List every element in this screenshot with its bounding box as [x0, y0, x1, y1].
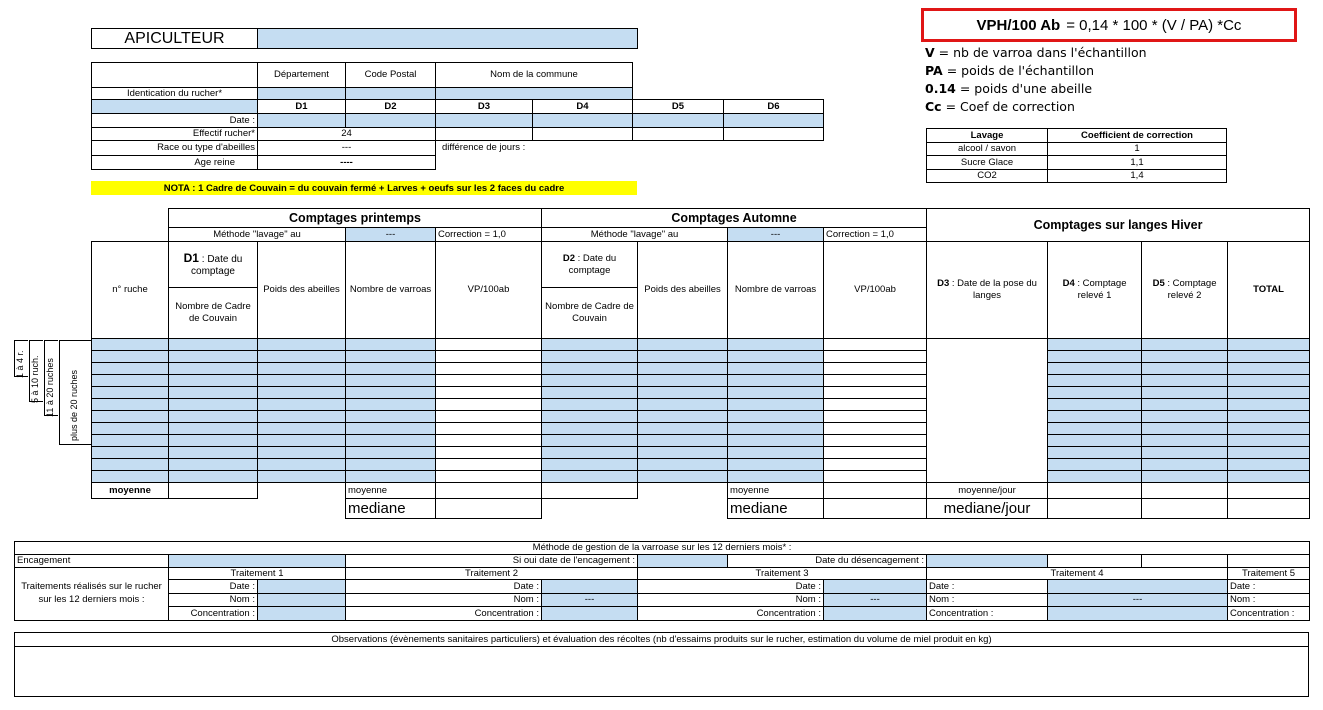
ruche-cell[interactable]: [824, 459, 927, 471]
ruche-cell[interactable]: [728, 339, 824, 351]
ruche-cell[interactable]: [542, 411, 638, 423]
ruche-cell[interactable]: [169, 459, 258, 471]
t3-date-label: Date :: [638, 580, 824, 593]
ruche-cell[interactable]: [542, 387, 638, 399]
date-d5-input[interactable]: [633, 114, 724, 127]
ruche-cell[interactable]: [728, 387, 824, 399]
ruche-cell[interactable]: [169, 375, 258, 387]
mediane-printemps-label: mediane: [346, 499, 436, 519]
ruche-cell[interactable]: [436, 423, 542, 435]
departement-label: Département: [258, 63, 346, 88]
ruche-cell[interactable]: [1142, 435, 1228, 447]
ruche-cell[interactable]: [927, 339, 1048, 483]
ruche-cell[interactable]: [92, 399, 169, 411]
t3-nom-label: Nom :: [638, 593, 824, 606]
ruche-cell[interactable]: [1048, 459, 1142, 471]
ruche-cell[interactable]: [638, 375, 728, 387]
hiver-title: Comptages sur langes Hiver: [927, 209, 1310, 242]
encagement-input[interactable]: [169, 555, 346, 568]
ruche-row: [92, 459, 1310, 471]
si-oui-label: Si oui date de l'encagement :: [346, 555, 638, 568]
encagement-label: Encagement: [15, 555, 169, 568]
ruche-cell[interactable]: [436, 375, 542, 387]
ruche-row: [92, 447, 1310, 459]
ruche-cell[interactable]: [728, 435, 824, 447]
ruche-cell[interactable]: [1142, 351, 1228, 363]
t4-date-input[interactable]: [1048, 580, 1228, 593]
nom-commune-input[interactable]: [436, 87, 633, 99]
day-header-d3: D3: [436, 100, 533, 114]
ruche-cell[interactable]: [1228, 399, 1310, 411]
correction-method: CO2: [927, 169, 1048, 183]
day-header-d2: D2: [346, 100, 436, 114]
formula-box: [921, 8, 1297, 42]
ruche-cell[interactable]: [92, 423, 169, 435]
ruche-cell[interactable]: [638, 471, 728, 483]
t1-nom-label: Nom :: [169, 593, 258, 606]
t3-concentration-input[interactable]: [824, 606, 927, 620]
ruche-cell[interactable]: [436, 339, 542, 351]
race-value[interactable]: ---: [258, 141, 436, 155]
ruche-cell[interactable]: [728, 447, 824, 459]
day-header-d4: D4: [533, 100, 633, 114]
ruche-row: [92, 375, 1310, 387]
ruche-cell[interactable]: [1228, 351, 1310, 363]
date-d4-input[interactable]: [533, 114, 633, 127]
ruche-cell[interactable]: [824, 375, 927, 387]
correction-method: alcool / savon: [927, 142, 1048, 156]
ruche-cell[interactable]: [169, 411, 258, 423]
correction-value: 1,4: [1048, 169, 1227, 183]
date-d1-input[interactable]: [258, 114, 346, 127]
poids-printemps-header: Poids des abeilles: [258, 242, 346, 339]
ruche-row: [92, 471, 1310, 483]
nb-cadre-printemps-header: Nombre de Cadre de Couvain: [169, 288, 258, 339]
ruche-cell[interactable]: [346, 363, 436, 375]
ruche-cell[interactable]: [824, 399, 927, 411]
t5-nom-label: Nom :: [1228, 593, 1310, 606]
ruche-cell[interactable]: [1048, 363, 1142, 375]
ruche-cell[interactable]: [824, 435, 927, 447]
ruche-cell[interactable]: [436, 459, 542, 471]
day-header-d5: D5: [633, 100, 724, 114]
ruche-row: [92, 435, 1310, 447]
encagement-date-input[interactable]: [638, 555, 728, 568]
t1-date-input[interactable]: [258, 580, 346, 593]
ruche-cell[interactable]: [169, 471, 258, 483]
ruche-row: [92, 411, 1310, 423]
ruche-cell[interactable]: [1228, 339, 1310, 351]
correction-value: 1: [1048, 142, 1227, 156]
ruche-cell[interactable]: [1048, 351, 1142, 363]
ruche-cell[interactable]: [436, 435, 542, 447]
ruche-cell[interactable]: [258, 375, 346, 387]
ruche-cell[interactable]: [169, 351, 258, 363]
ruche-cell[interactable]: [1228, 435, 1310, 447]
ruche-cell[interactable]: [638, 363, 728, 375]
ruche-cell[interactable]: [436, 447, 542, 459]
ruche-cell[interactable]: [1142, 375, 1228, 387]
moyenne-label: moyenne: [92, 483, 169, 499]
identification-label: Identication du rucher*: [92, 87, 258, 99]
date-d2-input[interactable]: [346, 114, 436, 127]
d2-header: D2 : Date du comptage: [542, 242, 638, 288]
t2-nom-label: Nom :: [346, 593, 542, 606]
methode-automne-label: Méthode "lavage" au: [542, 228, 728, 242]
formula-legend: [925, 44, 1185, 117]
ruche-row: [92, 423, 1310, 435]
t1-nom-input[interactable]: [258, 593, 346, 606]
ruche-rows: [92, 339, 1310, 483]
ruche-cell[interactable]: [728, 459, 824, 471]
ruche-cell[interactable]: [1142, 387, 1228, 399]
ruche-cell[interactable]: [542, 339, 638, 351]
group-11-20: 11 à 20 ruches: [44, 340, 58, 416]
ruche-cell[interactable]: [258, 435, 346, 447]
t4-concentration-input[interactable]: [1048, 606, 1228, 620]
ruche-cell[interactable]: [92, 447, 169, 459]
observations-table: [14, 632, 1309, 697]
ruche-cell[interactable]: [1228, 375, 1310, 387]
ruche-cell[interactable]: [728, 411, 824, 423]
ruche-cell[interactable]: [728, 471, 824, 483]
code-postal-label: Code Postal: [346, 63, 436, 88]
ruche-cell[interactable]: [1228, 363, 1310, 375]
formula-rhs: = 0,14 * 100 * (V / PA) *Cc: [1066, 16, 1242, 34]
mediane-printemps-value[interactable]: [436, 499, 542, 519]
t3-nom-input[interactable]: ---: [824, 593, 927, 606]
d4-header: D4 : Comptage relevé 1: [1048, 242, 1142, 339]
ruche-cell[interactable]: [542, 435, 638, 447]
vp100-printemps-header: VP/100ab: [436, 242, 542, 339]
nb-cadre-automne-header: Nombre de Cadre de Couvain: [542, 288, 638, 339]
age-reine-label: Age reine: [92, 155, 258, 169]
ruche-cell[interactable]: [1142, 399, 1228, 411]
ruche-cell[interactable]: [436, 387, 542, 399]
departement-input[interactable]: [258, 87, 346, 99]
ruche-cell[interactable]: [92, 387, 169, 399]
apiculteur-input[interactable]: [258, 29, 638, 49]
t4-nom-input[interactable]: ---: [1048, 593, 1228, 606]
effectif-label: Effectif rucher*: [92, 127, 258, 140]
t2-concentration-input[interactable]: [542, 606, 638, 620]
legend-item: Cc = Coef de correction: [925, 99, 1075, 115]
methode-automne-value[interactable]: ---: [728, 228, 824, 242]
ruche-cell[interactable]: [1048, 435, 1142, 447]
effectif-value[interactable]: 24: [258, 127, 436, 140]
ruche-cell[interactable]: [542, 423, 638, 435]
ruche-cell[interactable]: [346, 375, 436, 387]
ruche-cell[interactable]: [258, 363, 346, 375]
ruche-cell[interactable]: [638, 387, 728, 399]
ruche-cell[interactable]: [824, 339, 927, 351]
t3-concentration-label: Concentration :: [638, 606, 824, 620]
moyenne-printemps-value[interactable]: [436, 483, 542, 499]
ruche-cell[interactable]: [92, 375, 169, 387]
ruche-cell[interactable]: [638, 399, 728, 411]
t2-nom-input[interactable]: ---: [542, 593, 638, 606]
observations-title: Observations (évènements sanitaires particuliers) et évaluation des récoltes (nb d'essaims produits sur le rucher, estimation du volume de miel produit en kg): [15, 633, 1309, 647]
ruche-cell[interactable]: [258, 399, 346, 411]
ruche-cell[interactable]: [436, 363, 542, 375]
ruche-cell[interactable]: [92, 471, 169, 483]
moyenne-jour-label: moyenne/jour: [927, 483, 1048, 499]
printemps-title: Comptages printemps: [169, 209, 542, 228]
t2-date-input[interactable]: [542, 580, 638, 593]
moyenne-automne-value[interactable]: [824, 483, 927, 499]
day-header-d1: D1: [258, 100, 346, 114]
ruche-cell[interactable]: [638, 351, 728, 363]
desencagement-label: Date du désencagement :: [728, 555, 927, 568]
ruche-cell[interactable]: [1228, 447, 1310, 459]
legend-item: PA = poids de l'échantillon: [925, 63, 1095, 79]
ruche-cell[interactable]: [258, 411, 346, 423]
moyenne-automne-label: moyenne: [728, 483, 824, 499]
group-20-plus: plus de 20 ruches: [59, 340, 91, 445]
nota-banner: NOTA : 1 Cadre de Couvain = du couvain fermé + Larves + oeufs sur les 2 faces du cadre: [91, 181, 637, 195]
d1-header: D1 : Date du comptage: [169, 242, 258, 288]
ruche-cell[interactable]: [169, 363, 258, 375]
ruche-cell[interactable]: [258, 339, 346, 351]
ruche-cell[interactable]: [346, 423, 436, 435]
group-1-4: 1 à 4 r.: [14, 340, 28, 377]
d3-header: D3 : Date de la pose du langes: [927, 242, 1048, 339]
ruche-cell[interactable]: [824, 471, 927, 483]
ruche-cell[interactable]: [346, 387, 436, 399]
traitements-label: Traitements réalisés sur le rucher sur les 12 derniers mois :: [15, 568, 169, 621]
ruche-cell[interactable]: [1142, 459, 1228, 471]
ruche-cell[interactable]: [638, 423, 728, 435]
ruche-cell[interactable]: [1048, 423, 1142, 435]
correction-value: 1,1: [1048, 156, 1227, 170]
t2-date-label: Date :: [346, 580, 542, 593]
ruche-cell[interactable]: [1142, 423, 1228, 435]
correction-header-coef: Coefficient de correction: [1048, 129, 1227, 143]
correction-header-lavage: Lavage: [927, 129, 1048, 143]
ruche-cell[interactable]: [824, 423, 927, 435]
ruche-row: [92, 399, 1310, 411]
automne-title: Comptages Automne: [542, 209, 927, 228]
ruche-cell[interactable]: [92, 339, 169, 351]
n-ruche-header: n° ruche: [92, 242, 169, 339]
desencagement-input[interactable]: [927, 555, 1048, 568]
ruche-row: [92, 351, 1310, 363]
difference-label: différence de jours :: [436, 141, 824, 155]
ruche-cell[interactable]: [169, 447, 258, 459]
mediane-automne-label: mediane: [728, 499, 824, 519]
identification-input[interactable]: [92, 100, 258, 114]
varroas-printemps-header: Nombre de varroas: [346, 242, 436, 339]
apiculteur-row: [91, 28, 638, 49]
correction-automne: Correction = 1,0: [824, 228, 927, 242]
ruche-cell[interactable]: [824, 351, 927, 363]
ruche-cell[interactable]: [346, 339, 436, 351]
moyenne-printemps-label: moyenne: [346, 483, 436, 499]
traitement-2-header: Traitement 2: [346, 568, 638, 580]
d5-header: D5 : Comptage relevé 2: [1142, 242, 1228, 339]
gestion-title: Méthode de gestion de la varroase sur les 12 derniers mois* :: [15, 542, 1310, 555]
correction-method: Sucre Glace: [927, 156, 1048, 170]
ruche-cell[interactable]: [1228, 411, 1310, 423]
ruche-cell[interactable]: [728, 375, 824, 387]
ruche-cell[interactable]: [638, 459, 728, 471]
comptages-table: [91, 208, 1310, 519]
apiculteur-label: APICULTEUR: [92, 29, 258, 49]
correction-printemps: Correction = 1,0: [436, 228, 542, 242]
ruche-cell[interactable]: [1048, 411, 1142, 423]
methode-printemps-label: Méthode "lavage" au: [169, 228, 346, 242]
ruche-cell[interactable]: [542, 459, 638, 471]
ruche-cell[interactable]: [1142, 447, 1228, 459]
t1-concentration-input[interactable]: [258, 606, 346, 620]
ruche-cell[interactable]: [346, 447, 436, 459]
ruche-cell[interactable]: [1228, 471, 1310, 483]
total-header: TOTAL: [1228, 242, 1310, 339]
ruche-cell[interactable]: [436, 471, 542, 483]
ruche-cell[interactable]: [638, 339, 728, 351]
date-label: Date :: [92, 114, 258, 127]
date-d3-input[interactable]: [436, 114, 533, 127]
t4-nom-label: Nom :: [927, 593, 1048, 606]
ruche-cell[interactable]: [1048, 399, 1142, 411]
mediane-automne-value[interactable]: [824, 499, 927, 519]
ruche-cell[interactable]: [638, 411, 728, 423]
ruche-row: [92, 339, 1310, 351]
gestion-table: [14, 541, 1310, 621]
race-label: Race ou type d'abeilles: [92, 141, 258, 155]
ruche-row: [92, 387, 1310, 399]
ruche-cell[interactable]: [728, 399, 824, 411]
traitement-3-header: Traitement 3: [638, 568, 927, 580]
ruche-cell[interactable]: [824, 363, 927, 375]
info-table: [91, 62, 824, 170]
ruche-cell[interactable]: [824, 411, 927, 423]
day-header-d6: D6: [724, 100, 824, 114]
ruche-cell[interactable]: [1048, 387, 1142, 399]
ruche-cell[interactable]: [258, 423, 346, 435]
ruche-cell[interactable]: [1142, 471, 1228, 483]
traitement-5-header: Traitement 5: [1228, 568, 1310, 580]
ruche-cell[interactable]: [638, 435, 728, 447]
ruche-cell[interactable]: [258, 387, 346, 399]
ruche-cell[interactable]: [542, 447, 638, 459]
ruche-cell[interactable]: [258, 471, 346, 483]
t3-date-input[interactable]: [824, 580, 927, 593]
ruche-cell[interactable]: [1228, 459, 1310, 471]
ruche-cell[interactable]: [1048, 375, 1142, 387]
ruche-cell[interactable]: [346, 459, 436, 471]
ruche-cell[interactable]: [169, 435, 258, 447]
ruche-cell[interactable]: [638, 447, 728, 459]
poids-automne-header: Poids des abeilles: [638, 242, 728, 339]
ruche-cell[interactable]: [1228, 387, 1310, 399]
ruche-cell[interactable]: [436, 411, 542, 423]
ruche-cell[interactable]: [1048, 471, 1142, 483]
ruche-cell[interactable]: [92, 459, 169, 471]
t1-date-label: Date :: [169, 580, 258, 593]
formula-lhs: VPH/100 Ab: [976, 16, 1061, 34]
ruche-cell[interactable]: [258, 459, 346, 471]
t5-concentration-label: Concentration :: [1228, 606, 1310, 620]
ruche-cell[interactable]: [346, 471, 436, 483]
ruche-cell[interactable]: [1142, 363, 1228, 375]
ruche-cell[interactable]: [1048, 447, 1142, 459]
ruche-cell[interactable]: [542, 363, 638, 375]
correction-table: [926, 128, 1227, 183]
ruche-cell[interactable]: [169, 399, 258, 411]
ruche-cell[interactable]: [1048, 339, 1142, 351]
varroas-automne-header: Nombre de varroas: [728, 242, 824, 339]
ruche-cell[interactable]: [169, 423, 258, 435]
ruche-cell[interactable]: [92, 351, 169, 363]
ruche-cell[interactable]: [169, 387, 258, 399]
t4-concentration-label: Concentration :: [927, 606, 1048, 620]
ruche-cell[interactable]: [436, 399, 542, 411]
ruche-cell[interactable]: [1142, 339, 1228, 351]
ruche-cell[interactable]: [436, 351, 542, 363]
legend-item: 0.14 = poids d'une abeille: [925, 81, 1093, 97]
ruche-cell[interactable]: [92, 435, 169, 447]
methode-printemps-value[interactable]: ---: [346, 228, 436, 242]
traitement-4-header: Traitement 4: [927, 568, 1228, 580]
ruche-cell[interactable]: [169, 339, 258, 351]
ruche-cell[interactable]: [346, 435, 436, 447]
t5-date-label: Date :: [1228, 580, 1310, 593]
ruche-cell[interactable]: [728, 363, 824, 375]
date-d6-input[interactable]: [724, 114, 824, 127]
ruche-cell[interactable]: [1142, 411, 1228, 423]
ruche-cell[interactable]: [824, 387, 927, 399]
t2-concentration-label: Concentration :: [346, 606, 542, 620]
mediane-jour-label: mediane/jour: [927, 499, 1048, 519]
group-5-10: 5 à 10 ruch.: [29, 340, 43, 402]
ruche-cell[interactable]: [542, 471, 638, 483]
ruche-cell[interactable]: [346, 411, 436, 423]
age-reine-value[interactable]: ----: [258, 155, 436, 169]
ruche-cell[interactable]: [824, 447, 927, 459]
ruche-cell[interactable]: [542, 399, 638, 411]
ruche-cell[interactable]: [258, 351, 346, 363]
ruche-cell[interactable]: [542, 351, 638, 363]
traitement-1-header: Traitement 1: [169, 568, 346, 580]
ruche-cell[interactable]: [542, 375, 638, 387]
ruche-cell[interactable]: [346, 399, 436, 411]
code-postal-input[interactable]: [346, 87, 436, 99]
ruche-cell[interactable]: [728, 423, 824, 435]
ruche-cell[interactable]: [728, 351, 824, 363]
ruche-cell[interactable]: [258, 447, 346, 459]
ruche-cell[interactable]: [346, 351, 436, 363]
t1-concentration-label: Concentration :: [169, 606, 258, 620]
ruche-cell[interactable]: [1228, 423, 1310, 435]
legend-item: V = nb de varroa dans l'échantillon: [925, 45, 1147, 60]
observations-input[interactable]: [15, 647, 1309, 697]
vp100-automne-header: VP/100ab: [824, 242, 927, 339]
nom-commune-label: Nom de la commune: [436, 63, 633, 88]
ruche-row: [92, 363, 1310, 375]
ruche-cell[interactable]: [92, 363, 169, 375]
t4-date-label: Date :: [927, 580, 1048, 593]
ruche-cell[interactable]: [92, 411, 169, 423]
